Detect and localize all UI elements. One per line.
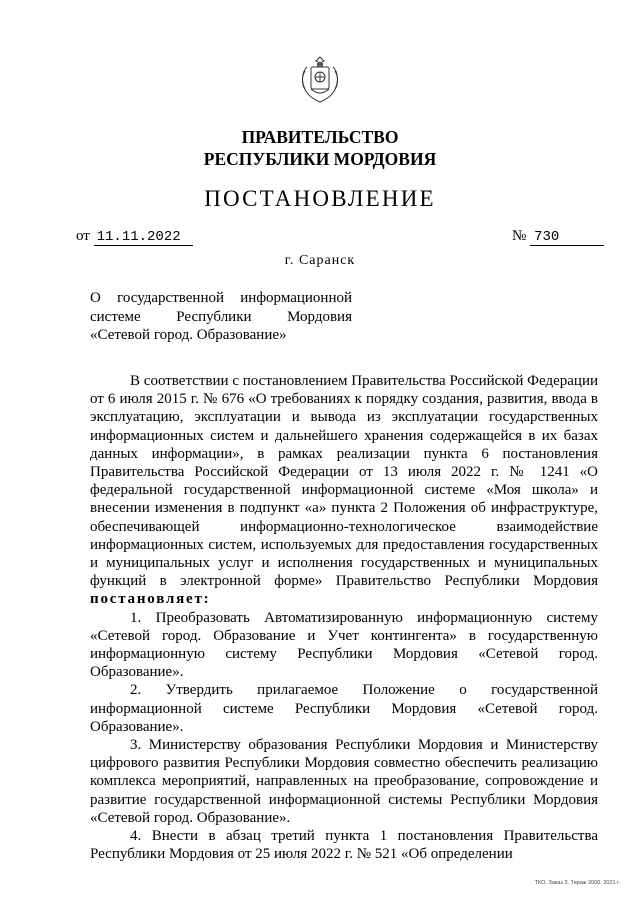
item-4: 4. Внести в абзац третий пункта 1 постановления Правительства Республики Мордовия от 25 июля 2022 г. № 521 «Об определении <box>90 828 598 863</box>
date-line <box>76 228 193 246</box>
item-2: 2. Утвердить прилагаемое Положение о государственной информационной системе Республики Мордовия «Сетевой город. Образование». <box>90 682 598 735</box>
date-value: 11.11.2022 <box>94 229 193 246</box>
document-subject: О государственной информационной системе Республики Мордовия «Сетевой город. Образование» <box>90 290 352 343</box>
document-type: ПОСТАНОВЛЕНИЕ <box>204 186 436 211</box>
coat-of-arms-icon <box>297 55 343 110</box>
city: г. Саранск <box>284 253 356 268</box>
number-value: 730 <box>530 229 604 246</box>
number-prefix: № <box>512 228 527 244</box>
item-3: 3. Министерству образования Республики Мордовия и Министерству цифрового развития Республики Мордовия совместно обеспечить реализацию комплекса мероприятий, направленных на преобразование, сопровождение и развитие государственной информационной системы Республики Мордовия «Сетевой город. Образование». <box>90 737 598 826</box>
intro-text: В соответствии с постановлением Правительства Российской Федерации от 6 июля 2015 г. № 676 «О требованиях к порядку создания, развития, ввода в эксплуатацию, эксплуатации и вывода из эксплуатации государственных информационных систем и дальнейшего хранения содержащейся в их базах данных информации», в рамках реализации пункта 6 постановления Правительства Российской Федерации от 13 июля 2022 г. № 1241 «О федеральной государственной информационной системе «Моя школа» и внесении изменения в подпункт «а» пункта 2 Положения об инфраструктуре, обеспечивающей информационно-технологическое взаимодействие информационных систем, используемых для предоставления государственных и муниципальных услуг и исполнения государственных и муниципальных функций в электронной форме» Правительство Республики Мордовия <box>90 373 598 590</box>
number-line <box>512 228 604 246</box>
date-prefix: от <box>76 228 90 244</box>
government-title: ПРАВИТЕЛЬСТВО <box>241 127 399 147</box>
republic-title: РЕСПУБЛИКИ МОРДОВИЯ <box>203 149 437 169</box>
decides-word: постановляет: <box>90 591 211 608</box>
intro-paragraph <box>90 372 598 609</box>
item-1: 1. Преобразовать Автоматизированную информационную систему «Сетевой город. Образование и Учет контингента» в государственную информационную систему Республики Мордовия «Сетевой город. Образование». <box>90 609 598 681</box>
document-body <box>90 372 598 863</box>
print-footer: ТКО. Заказ 3. Тираж 2000. 2021 г. <box>534 880 620 886</box>
